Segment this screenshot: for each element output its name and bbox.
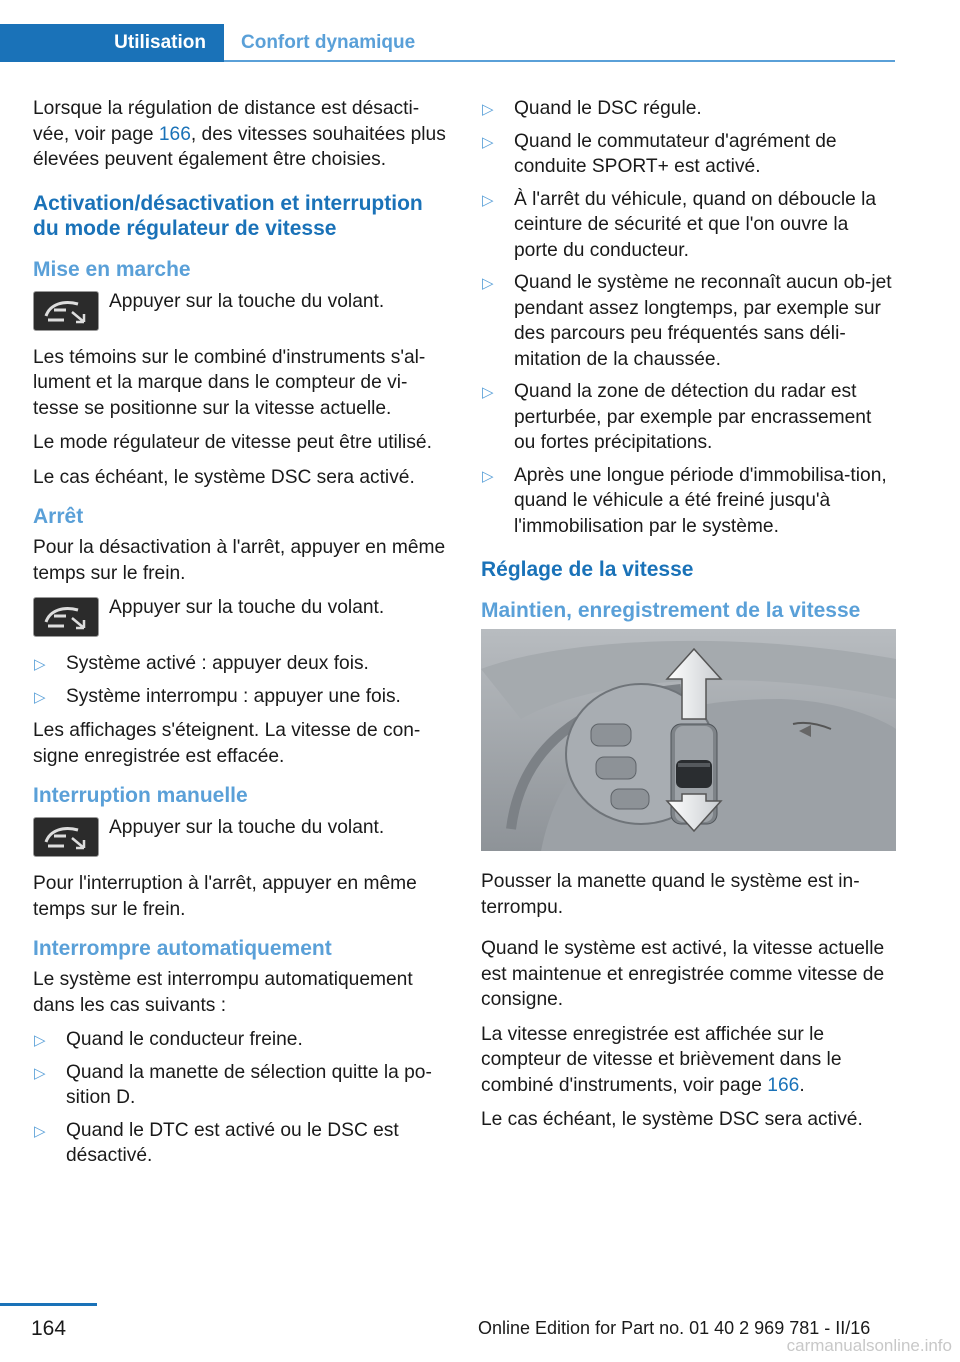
triangle-bullet-icon: ▷ <box>482 275 494 292</box>
tab-confort-dynamique[interactable]: Confort dynamique <box>241 32 416 53</box>
heading-activation: Activation/désactivation et interruption du mode régulateur de vitesse <box>33 191 423 240</box>
button-instruction: Appuyer sur la touche du volant. <box>109 290 385 312</box>
list-item: ▷ Quand le commutateur d'agrément de conduite SPORT+ est activé. <box>482 130 837 177</box>
intro-paragraph: Lorsque la régulation de distance est désacti‐vée, voir page 166, des vitesses souhaitées plus élevées peuvent également être choisies. <box>33 98 446 170</box>
heading-maintien: Maintien, enregistrement de la vitesse <box>481 599 861 622</box>
edition-footer: Online Edition for Part no. 01 40 2 969 781 - II/16 <box>478 1318 871 1338</box>
list-item: ▷ Quand la zone de détection du radar est perturbée, par exemple par encrassement ou fortes précipitations. <box>482 381 872 453</box>
paragraph-auto: Le système est interrompu automatiquement dans les cas suivants : <box>33 969 413 1016</box>
page-link[interactable]: 166 <box>767 1074 800 1096</box>
list-item: ▷ Système activé : appuyer deux fois. <box>33 651 447 677</box>
triangle-bullet-icon: ▷ <box>34 1064 46 1082</box>
bullet-list-continued <box>481 96 897 539</box>
header-divider <box>224 60 895 62</box>
list-item: ▷ Quand le système ne reconnaît aucun ob‐jet pendant assez longtemps, par exemple sur des parcours peu fréquentés sans déli‐mitation de la chaussée. <box>482 272 892 370</box>
heading-arret: Arrêt <box>33 505 84 528</box>
steering-wheel-lever-image <box>481 629 896 851</box>
paragraph-dsc: Le cas échéant, le système DSC sera activé. <box>481 1109 863 1130</box>
footer-accent-line <box>0 1303 97 1306</box>
cruise-control-button-icon <box>33 291 99 331</box>
heading-interruption: Interruption manuelle <box>33 784 248 807</box>
paragraph-arret: Pour la désactivation à l'arrêt, appuyer en même temps sur le frein. <box>33 537 446 584</box>
steering-button-row <box>33 595 447 637</box>
steering-button-row <box>33 289 447 331</box>
page-number: 164 <box>31 1317 67 1340</box>
list-item: ▷ Quand la manette de sélection quitte la po‐sition D. <box>34 1061 432 1108</box>
paragraph-interruption: Pour l'interruption à l'arrêt, appuyer en même temps sur le frein. <box>33 873 417 920</box>
heading-mise-en-marche: Mise en marche <box>33 257 191 281</box>
paragraph-temoins: Les témoins sur le combiné d'instruments s'al‐lument et la marque dans le compteur de vi‐tesse se positionne sur la vitesse actuelle. <box>33 346 426 419</box>
right-column <box>481 96 897 1142</box>
page-link[interactable]: 166 <box>158 123 191 145</box>
triangle-bullet-icon: ▷ <box>34 656 46 673</box>
triangle-bullet-icon: ▷ <box>482 467 494 485</box>
button-instruction: Appuyer sur la touche du volant. <box>109 817 385 838</box>
cruise-control-button-icon <box>33 597 99 637</box>
triangle-bullet-icon: ▷ <box>482 191 494 209</box>
bullet-list-arret <box>33 651 447 709</box>
tab-utilisation[interactable]: Utilisation <box>0 24 224 62</box>
cruise-control-button-icon <box>33 817 99 857</box>
bullet-list-auto <box>33 1027 447 1169</box>
list-item: ▷ À l'arrêt du véhicule, quand on déboucle la ceinture de sécurité et que l'on ouvre la porte du conducteur. <box>482 188 877 261</box>
list-item: ▷ Quand le DSC régule. <box>481 96 897 122</box>
triangle-bullet-icon: ▷ <box>482 101 494 118</box>
heading-reglage: Réglage de la vitesse <box>481 558 694 581</box>
triangle-bullet-icon: ▷ <box>34 1122 46 1140</box>
paragraph-pousser: Pousser la manette quand le système est in‐terrompu. <box>481 871 860 918</box>
paragraph-affichee: La vitesse enregistrée est affichée sur le compteur de vitesse et brièvement dans le combiné d'instruments, voir page 166. <box>481 1023 842 1096</box>
paragraph-dsc: Le cas échéant, le système DSC sera activé. <box>33 466 415 488</box>
triangle-bullet-icon: ▷ <box>34 688 46 706</box>
paragraph-mode: Le mode régulateur de vitesse peut être utilisé. <box>33 432 432 453</box>
left-column <box>33 96 447 1178</box>
triangle-bullet-icon: ▷ <box>482 384 494 401</box>
list-item: ▷ Quand le DTC est activé ou le DSC est désactivé. <box>34 1119 399 1166</box>
paragraph-affichages: Les affichages s'éteignent. La vitesse de con‐signe enregistrée est effacée. <box>33 720 421 767</box>
list-item: ▷ Après une longue période d'immobilisa‐tion, quand le véhicule a été freiné jusqu'à l'immobilisation par le système. <box>482 464 887 537</box>
button-instruction: Appuyer sur la touche du volant. <box>109 597 385 618</box>
watermark: carmanualsonline.info <box>786 1336 952 1355</box>
steering-button-row <box>33 815 447 857</box>
header-bar <box>0 0 960 62</box>
list-item: ▷ Système interrompu : appuyer une fois. <box>33 684 447 710</box>
list-item: ▷ Quand le conducteur freine. <box>33 1027 447 1053</box>
triangle-bullet-icon: ▷ <box>34 1032 46 1049</box>
paragraph-actif: Quand le système est activé, la vitesse actuelle est maintenue et enregistrée comme vitesse de consigne. <box>481 938 885 1010</box>
triangle-bullet-icon: ▷ <box>482 133 494 151</box>
heading-auto: Interrompre automatiquement <box>33 937 332 960</box>
